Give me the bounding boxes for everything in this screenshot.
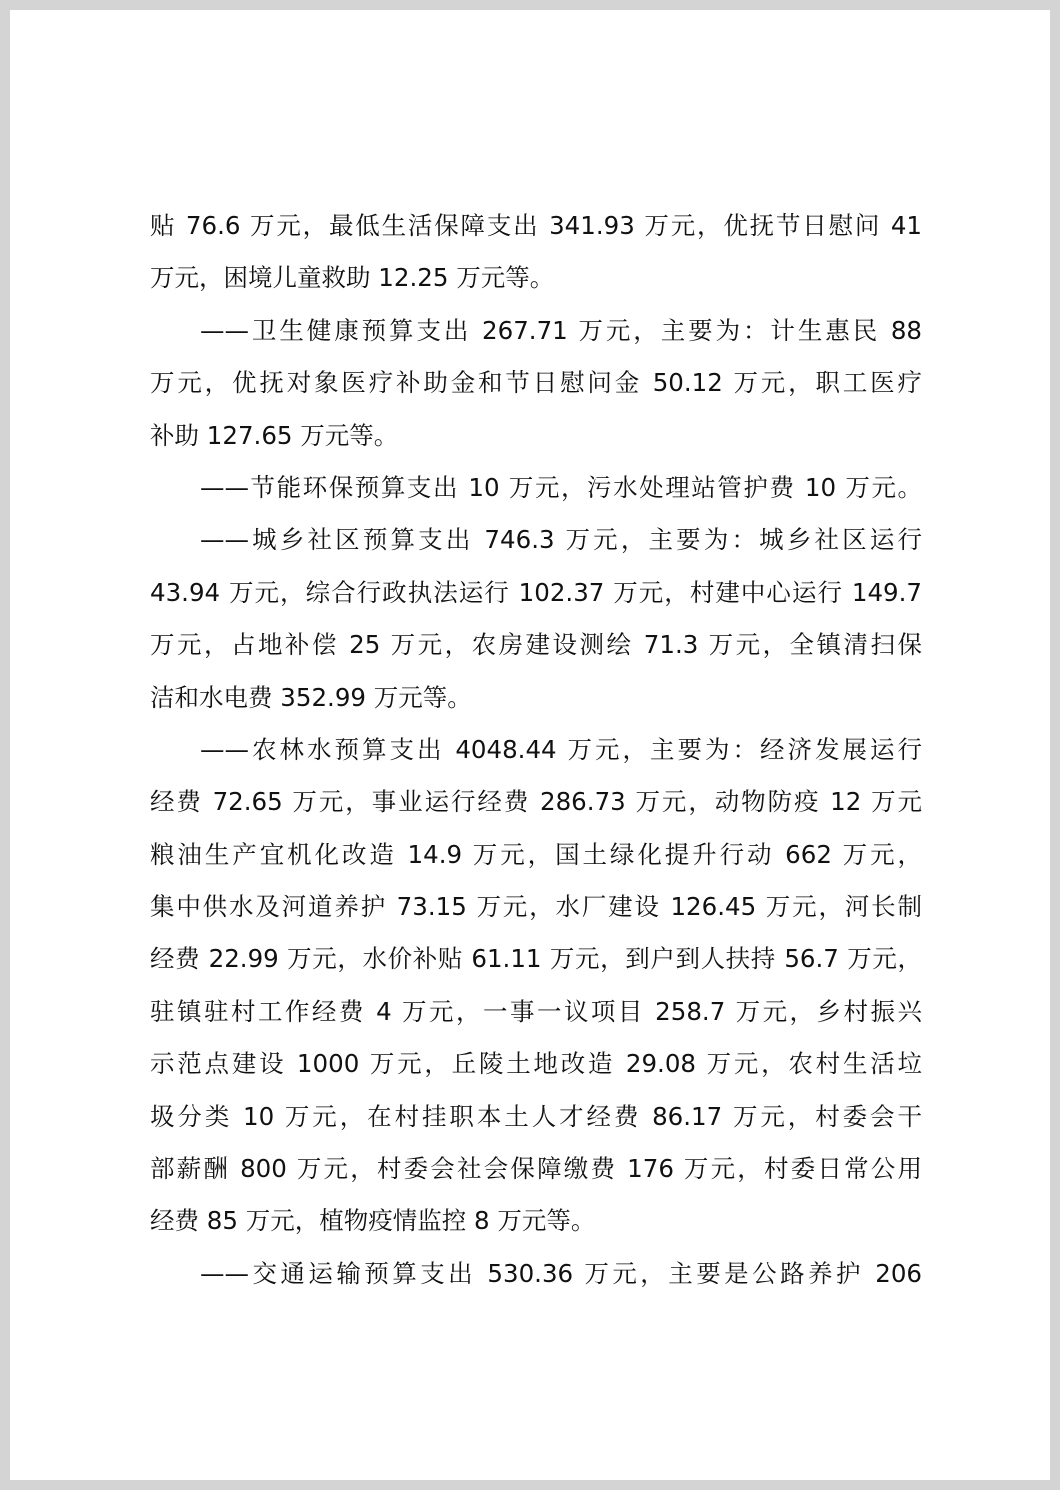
text-line: 驻镇驻村工作经费 4 万元，一事一议项目 258.7 万元，乡村振兴: [150, 996, 922, 1026]
text-line: 经费 85 万元，植物疫情监控 8 万元等。: [150, 1206, 596, 1236]
text-line: ——城乡社区预算支出 746.3 万元，主要为：城乡社区运行: [200, 525, 922, 555]
text-line: 经费 22.99 万元，水价补贴 61.11 万元，到户到人扶持 56.7 万元，: [150, 944, 922, 974]
text-line: 经费 72.65 万元，事业运行经费 286.73 万元，动物防疫 12 万元: [150, 787, 922, 817]
text-line: 示范点建设 1000 万元，丘陵土地改造 29.08 万元，农村生活垃: [150, 1049, 922, 1079]
text-line: 万元，困境儿童救助 12.25 万元等。: [150, 263, 555, 293]
document-body: [150, 203, 922, 1303]
text-line: 43.94 万元，综合行政执法运行 102.37 万元，村建中心运行 149.7: [150, 577, 922, 607]
text-line: ——农林水预算支出 4048.44 万元，主要为：经济发展运行: [200, 734, 922, 764]
text-line: 圾分类 10 万元，在村挂职本土人才经费 86.17 万元，村委会干: [150, 1101, 922, 1131]
text-line: ——交通运输预算支出 530.36 万元，主要是公路养护 206: [200, 1258, 922, 1288]
text-line: ——节能环保预算支出 10 万元，污水处理站管护费 10 万元。: [200, 472, 922, 502]
text-line: 部薪酬 800 万元，村委会社会保障缴费 176 万元，村委日常公用: [150, 1154, 922, 1184]
text-line: 万元，优抚对象医疗补助金和节日慰问金 50.12 万元，职工医疗: [150, 368, 922, 398]
text-line: ——卫生健康预算支出 267.71 万元，主要为：计生惠民 88: [200, 315, 922, 345]
text-line: 贴 76.6 万元，最低生活保障支出 341.93 万元，优抚节日慰问 41: [150, 211, 922, 240]
text-line: 万元，占地补偿 25 万元，农房建设测绘 71.3 万元，全镇清扫保: [150, 630, 922, 660]
text-line: 集中供水及河道养护 73.15 万元，水厂建设 126.45 万元，河长制: [150, 892, 922, 922]
text-line: 粮油生产宜机化改造 14.9 万元，国土绿化提升行动 662 万元，: [150, 839, 922, 869]
text-line: 洁和水电费 352.99 万元等。: [150, 682, 472, 712]
text-line: 补助 127.65 万元等。: [150, 420, 399, 450]
